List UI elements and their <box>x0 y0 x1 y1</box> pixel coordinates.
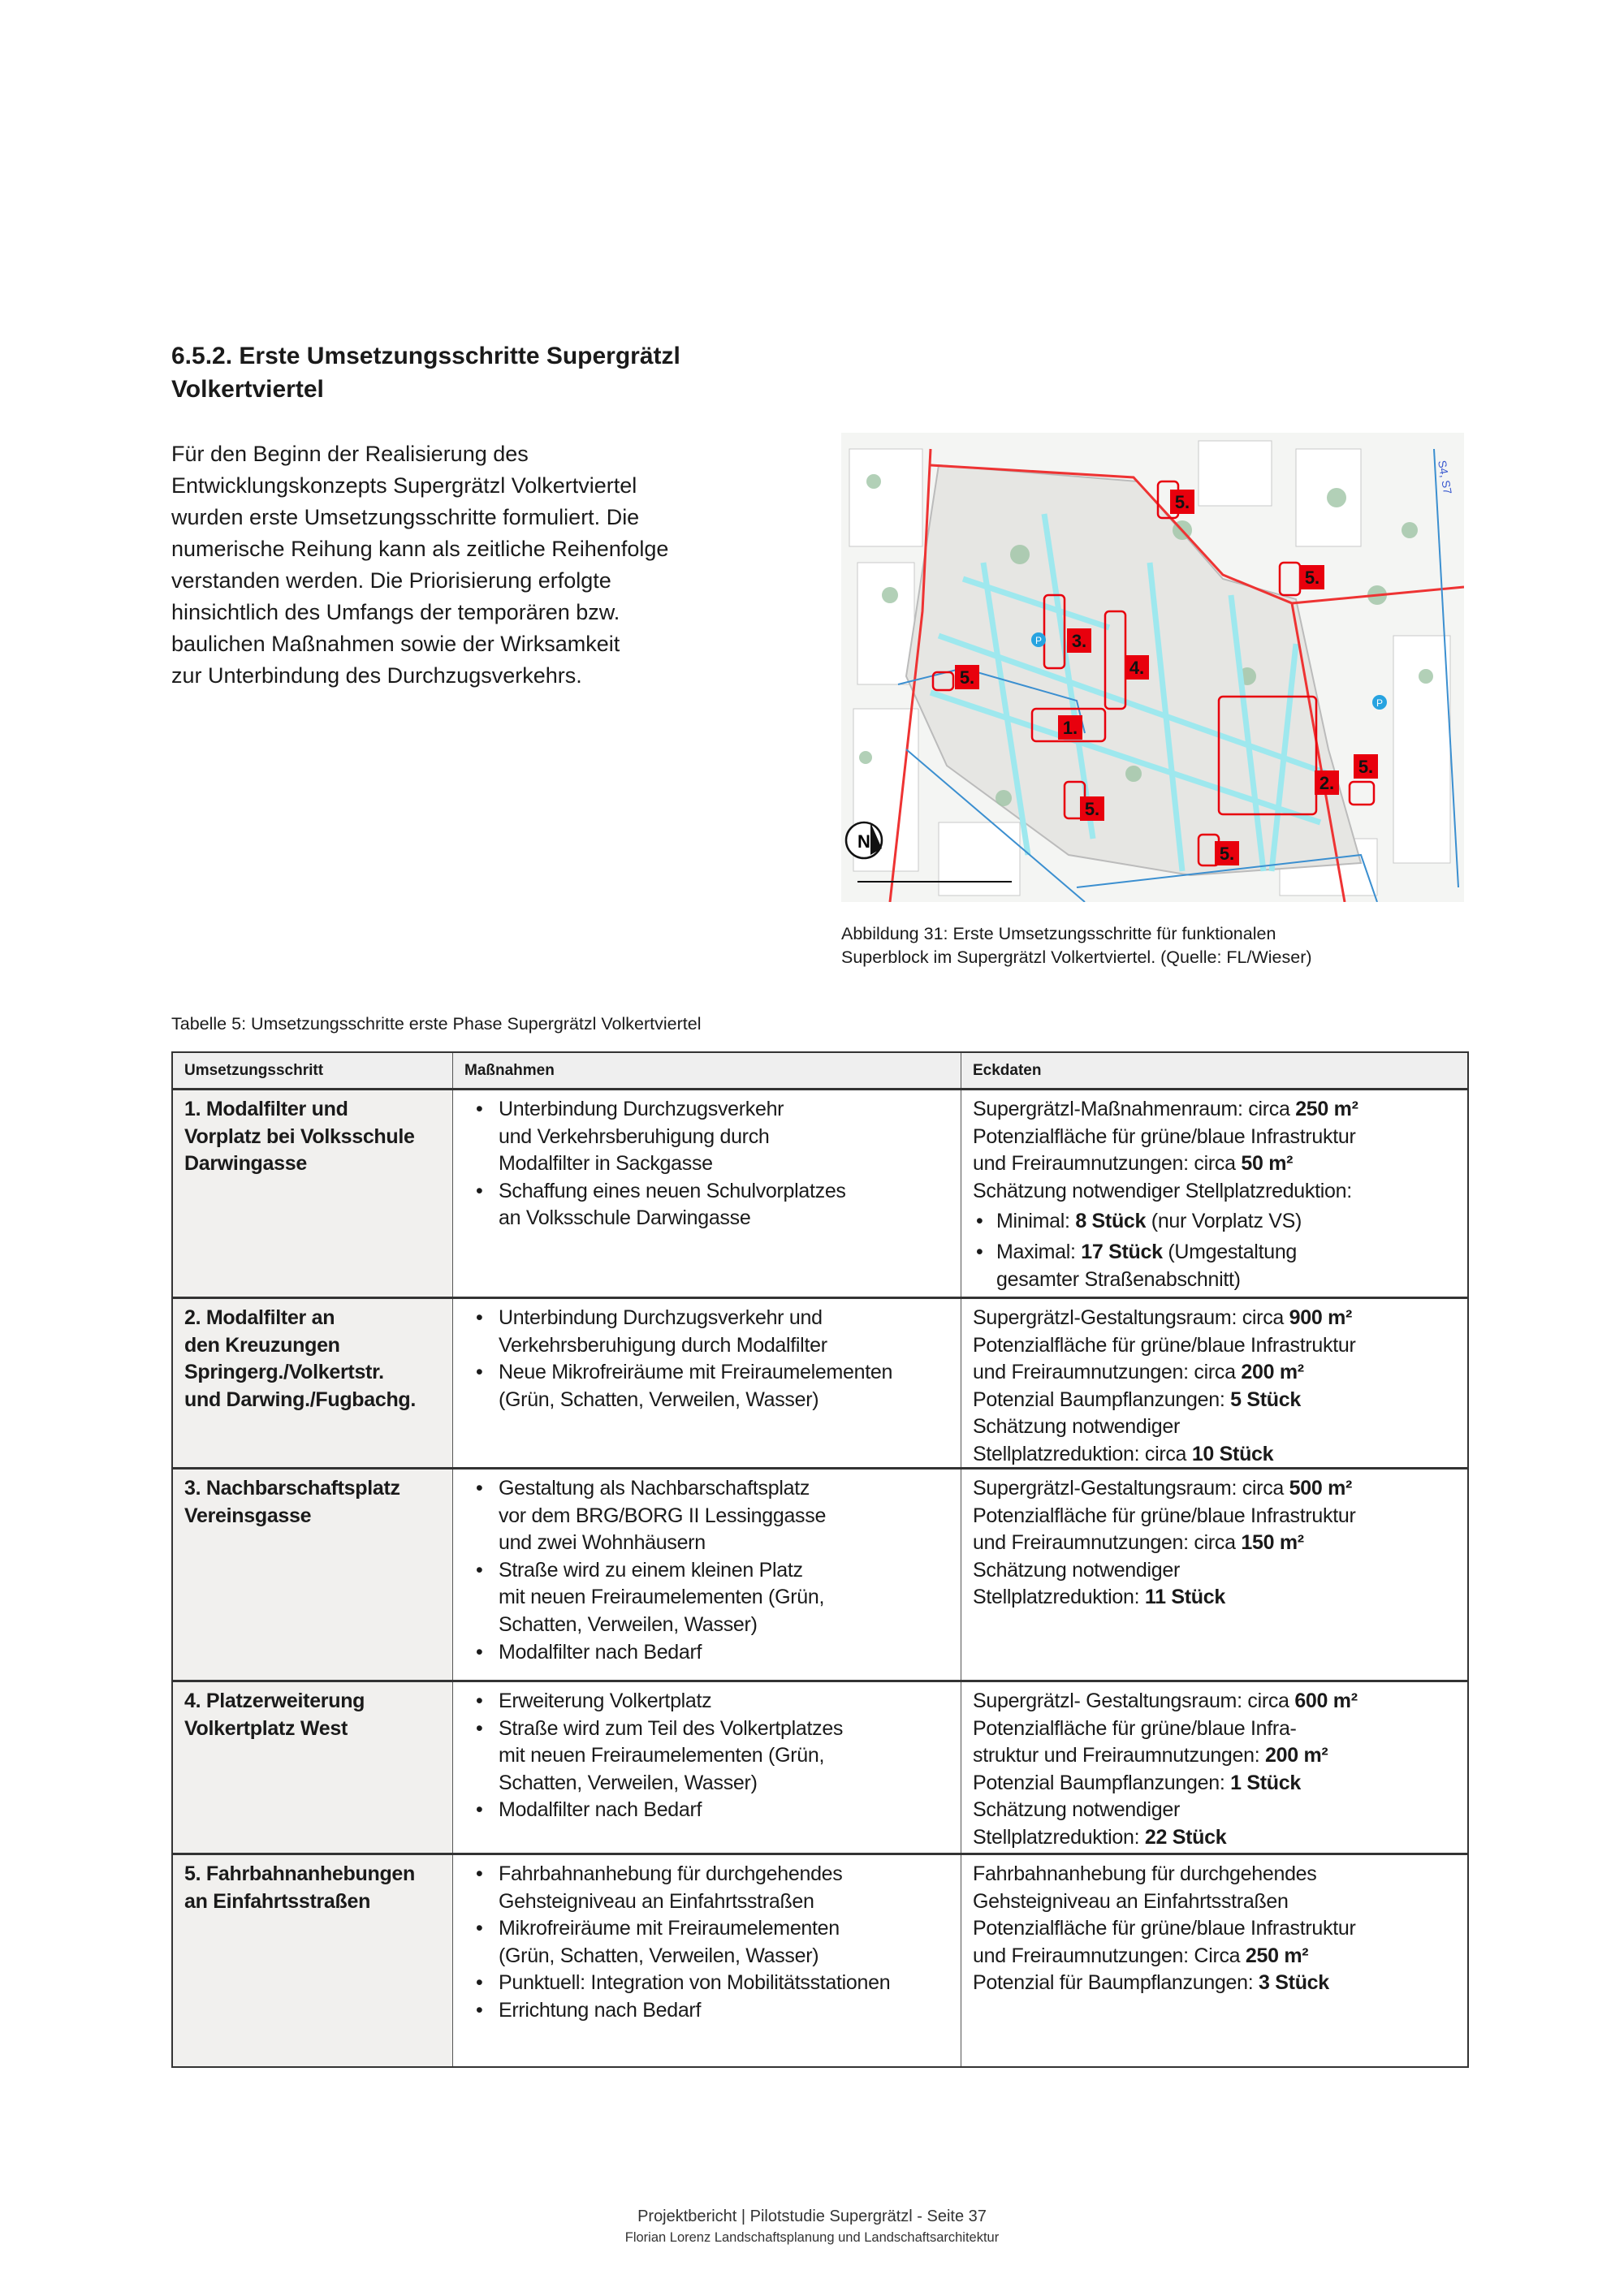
fact-line <box>973 1557 1467 1585</box>
north-label: N <box>857 831 870 852</box>
measure-item: • Straße wird zum Teil des Volkertplatzes mit neuen Freiraumelementen (Grün, Schatten, Verweilen, Wasser) <box>464 1716 961 1798</box>
table-body <box>173 1090 1467 2066</box>
measure-item: • Straße wird zu einem kleinen Platz mit neuen Freiraumelementen (Grün, Schatten, Verweilen, Wasser) <box>464 1557 961 1639</box>
fact-line <box>973 1359 1467 1387</box>
fact-value: 5 Stück <box>1230 1388 1301 1411</box>
measure-item: • Erweiterung Volkertplatz <box>464 1688 961 1716</box>
measure-item: • Punktuell: Integration von Mobilitätsstationen <box>464 1970 961 1997</box>
table-row <box>173 1682 1467 1855</box>
step-cell: 1. Modalfilter und Vorplatz bei Volksschule Darwingasse <box>173 1090 453 1297</box>
marker-label: 5. <box>959 667 975 688</box>
measure-item: • Schaffung eines neuen Schulvorplatzes an Volksschule Darwingasse <box>464 1178 961 1232</box>
fact-line <box>973 1387 1467 1414</box>
marker-label: 5. <box>1219 844 1235 864</box>
fact-value: 8 Stück <box>1075 1210 1147 1233</box>
map-marker-3 <box>1067 628 1091 653</box>
fact-text: Supergrätzl-Gestaltungsraum: circa <box>973 1306 1289 1329</box>
header-step: Umsetzungsschritt <box>173 1053 453 1088</box>
fact-text: Schätzung notwendiger <box>973 1415 1180 1439</box>
fact-text: Minimal: <box>996 1210 1076 1233</box>
fact-line <box>973 1688 1467 1716</box>
measures-cell <box>453 1470 961 1680</box>
step-cell: 2. Modalfilter an den Kreuzungen Springerg./Volkertstr. und Darwing./Fugbachg. <box>173 1299 453 1467</box>
fact-line <box>973 1475 1467 1503</box>
fact-text: Potenzial Baumpflanzungen: <box>973 1771 1231 1794</box>
fact-text: Schätzung notwendiger <box>973 1798 1180 1822</box>
step-cell: 3. Nachbarschaftsplatz Vereinsgasse <box>173 1470 453 1680</box>
fact-text: Maximal: <box>996 1240 1082 1263</box>
fact-line <box>973 1824 1467 1852</box>
fact-line <box>973 1441 1467 1469</box>
map-marker-5 <box>1080 796 1104 821</box>
fact-text: Stellplatzreduktion: <box>973 1586 1145 1609</box>
measures-cell <box>453 1682 961 1853</box>
fact-text: Potenzialfläche für grüne/blaue Infrastruktur <box>973 1504 1356 1527</box>
marker-label: 5. <box>1084 799 1100 819</box>
step-cell: 5. Fahrbahnanhebungen an Einfahrtsstraßen <box>173 1855 453 2066</box>
measures-table <box>171 1051 1469 2068</box>
fact-line <box>973 1861 1467 1888</box>
fact-text: Potenzialfläche für grüne/blaue Infrastruktur <box>973 1917 1356 1940</box>
fact-value: 600 m² <box>1294 1690 1358 1712</box>
fact-value: 11 Stück <box>1144 1586 1225 1609</box>
north-arrow-icon <box>846 822 882 858</box>
fact-value: 200 m² <box>1241 1361 1304 1384</box>
fact-line <box>973 1943 1467 1970</box>
parking-icon <box>1031 632 1046 647</box>
facts-cell <box>961 1855 1467 2066</box>
map-marker-5 <box>1215 841 1239 865</box>
fact-value: 250 m² <box>1245 1944 1309 1967</box>
table-row <box>173 1470 1467 1682</box>
fact-text: Gehsteigniveau an Einfahrtsstraßen <box>973 1889 1289 1913</box>
table-row <box>173 1855 1467 2066</box>
map-marker-4 <box>1125 655 1149 680</box>
fact-text: Potenzialfläche für grüne/blaue Infrastruktur <box>973 1124 1356 1148</box>
fact-value: 17 Stück <box>1081 1240 1163 1263</box>
map-marker-5 <box>1170 490 1194 514</box>
measures-cell <box>453 1299 961 1467</box>
intro-paragraph: Für den Beginn der Realisierung des Entwicklungskonzepts Supergrätzl Volkertviertel wurden erste Umsetzungsschritte formuliert. Die numerische Reihung kann als zeitliche Reihenfolge verstanden werden. Die Priorisierung erfolgte hinsichtlich des Umfangs der temporären bzw. baulichen Maßnahmen sowie der Wirksamkeit zur Unterbindung des Durchzugsverkehrs. <box>171 442 669 688</box>
fact-bullet-item <box>973 1208 1467 1236</box>
fact-bullet-item <box>973 1239 1467 1293</box>
fact-text: (Umgestaltung gesamter Straßenabschnitt) <box>996 1240 1298 1291</box>
parking-icon <box>1372 695 1387 710</box>
fact-line <box>973 1096 1467 1124</box>
fact-text: Schätzung notwendiger <box>973 1558 1180 1582</box>
measure-item: • Modalfilter nach Bedarf <box>464 1797 961 1824</box>
fact-value: 900 m² <box>1289 1306 1353 1329</box>
marker-label: 1. <box>1062 718 1078 738</box>
fact-line <box>973 1915 1467 1943</box>
fact-line <box>973 1124 1467 1151</box>
fact-line <box>973 1503 1467 1530</box>
fact-line <box>973 1742 1467 1770</box>
fact-line <box>973 1797 1467 1824</box>
fact-text: Potenzial Baumpflanzungen: <box>973 1388 1231 1411</box>
measure-item: • Neue Mikrofreiräume mit Freiraumelementen (Grün, Schatten, Verweilen, Wasser) <box>464 1359 961 1413</box>
fact-text: und Freiraumnutzungen: Circa <box>973 1944 1246 1967</box>
fact-line <box>973 1332 1467 1360</box>
map-marker-2 <box>1315 770 1339 795</box>
step-cell: 4. Platzerweiterung Volkertplatz West <box>173 1682 453 1853</box>
marker-label: 4. <box>1129 658 1145 678</box>
measures-cell <box>453 1090 961 1297</box>
svg-text:P: P <box>1034 635 1043 646</box>
fact-text: und Freiraumnutzungen: circa <box>973 1152 1242 1176</box>
fact-text: und Freiraumnutzungen: circa <box>973 1531 1242 1555</box>
measure-item: • Gestaltung als Nachbarschaftsplatz vor dem BRG/BORG II Lessinggasse und zwei Wohnhäusern <box>464 1475 961 1557</box>
fact-line <box>973 1413 1467 1441</box>
map-marker-5 <box>1300 565 1324 589</box>
fact-line <box>973 1305 1467 1332</box>
fact-value: 22 Stück <box>1144 1825 1227 1849</box>
fact-value: 250 m² <box>1295 1098 1358 1120</box>
measures-cell <box>453 1855 961 2066</box>
fact-value: 500 m² <box>1289 1477 1353 1500</box>
facts-cell <box>961 1470 1467 1680</box>
fact-line <box>973 1584 1467 1612</box>
fact-text: (nur Vorplatz VS) <box>1146 1210 1302 1233</box>
fact-line <box>973 1888 1467 1916</box>
footer-title: Projektbericht | Pilotstudie Supergrätzl - Seite 37 <box>637 2208 987 2225</box>
fact-line <box>973 1716 1467 1743</box>
measure-item: • Unterbindung Durchzugsverkehr und Verkehrsberuhigung durch Modalfilter <box>464 1305 961 1359</box>
fact-value: 3 Stück <box>1259 1971 1329 1995</box>
measure-item: • Fahrbahnanhebung für durchgehendes Gehsteigniveau an Einfahrtsstraßen <box>464 1861 961 1915</box>
measure-item: • Modalfilter nach Bedarf <box>464 1639 961 1667</box>
fact-line <box>973 1770 1467 1798</box>
superblock-map <box>841 433 1464 902</box>
map-marker-5 <box>1354 754 1378 779</box>
fact-value: 50 m² <box>1241 1152 1294 1176</box>
facts-cell <box>961 1299 1467 1467</box>
figure-caption: Abbildung 31: Erste Umsetzungsschritte für funktionalen Superblock im Supergrätzl Volkertviertel. (Quelle: FL/Wieser) <box>841 924 1312 967</box>
facts-cell <box>961 1090 1467 1297</box>
fact-text: und Freiraumnutzungen: circa <box>973 1361 1242 1384</box>
fact-text: Stellplatzreduktion: circa <box>973 1442 1192 1465</box>
fact-line <box>973 1530 1467 1557</box>
table-row <box>173 1090 1467 1299</box>
marker-label: 5. <box>1304 568 1320 588</box>
header-measures: Maßnahmen <box>453 1053 961 1088</box>
marker-label: 2. <box>1319 773 1335 793</box>
measure-item: • Errichtung nach Bedarf <box>464 1997 961 2025</box>
footer-author: Florian Lorenz Landschaftsplanung und Landschaftsarchitektur <box>624 2230 1000 2245</box>
table-caption: Tabelle 5: Umsetzungsschritte erste Phase Supergrätzl Volkertviertel <box>171 1014 702 1034</box>
fact-text: struktur und Freiraumnutzungen: <box>973 1744 1266 1767</box>
fact-text: Schätzung notwendiger Stellplatzreduktion: <box>973 1179 1352 1202</box>
fact-text: Potenzialfläche für grüne/blaue Infra- <box>973 1716 1297 1740</box>
map-marker-5 <box>955 665 979 689</box>
svg-text:P: P <box>1376 697 1384 709</box>
table-header-row <box>173 1053 1467 1090</box>
fact-value: 1 Stück <box>1230 1771 1301 1794</box>
fact-text: Fahrbahnanhebung für durchgehendes <box>973 1862 1317 1885</box>
table-row <box>173 1299 1467 1470</box>
marker-label: 3. <box>1071 631 1087 651</box>
measure-item: • Mikrofreiräume mit Freiraumelementen (Grün, Schatten, Verweilen, Wasser) <box>464 1915 961 1970</box>
fact-value: 10 Stück <box>1191 1442 1274 1465</box>
fact-text: Supergrätzl-Maßnahmenraum: circa <box>973 1098 1296 1120</box>
fact-value: 150 m² <box>1241 1531 1304 1555</box>
map-marker-1 <box>1058 715 1082 740</box>
fact-text: Potenzial für Baumpflanzungen: <box>973 1971 1259 1995</box>
measure-item: • Unterbindung Durchzugsverkehr und Verkehrsberuhigung durch Modalfilter in Sackgasse <box>464 1096 961 1178</box>
fact-line <box>973 1178 1467 1206</box>
fact-line <box>973 1150 1467 1178</box>
rail-label: S4, S7 <box>1436 459 1455 495</box>
fact-value: 200 m² <box>1265 1744 1328 1767</box>
marker-label: 5. <box>1358 757 1374 777</box>
marker-label: 5. <box>1174 492 1190 512</box>
header-facts: Eckdaten <box>973 1061 1042 1079</box>
fact-text: Supergrätzl- Gestaltungsraum: circa <box>973 1690 1295 1712</box>
fact-text: Potenzialfläche für grüne/blaue Infrastruktur <box>973 1333 1356 1357</box>
fact-line <box>973 1970 1467 1997</box>
section-heading: 6.5.2. Erste Umsetzungsschritte Supergrätzl Volkertviertel <box>171 343 680 403</box>
facts-cell <box>961 1682 1467 1853</box>
fact-text: Stellplatzreduktion: <box>973 1825 1145 1849</box>
fact-text: Supergrätzl-Gestaltungsraum: circa <box>973 1477 1289 1500</box>
